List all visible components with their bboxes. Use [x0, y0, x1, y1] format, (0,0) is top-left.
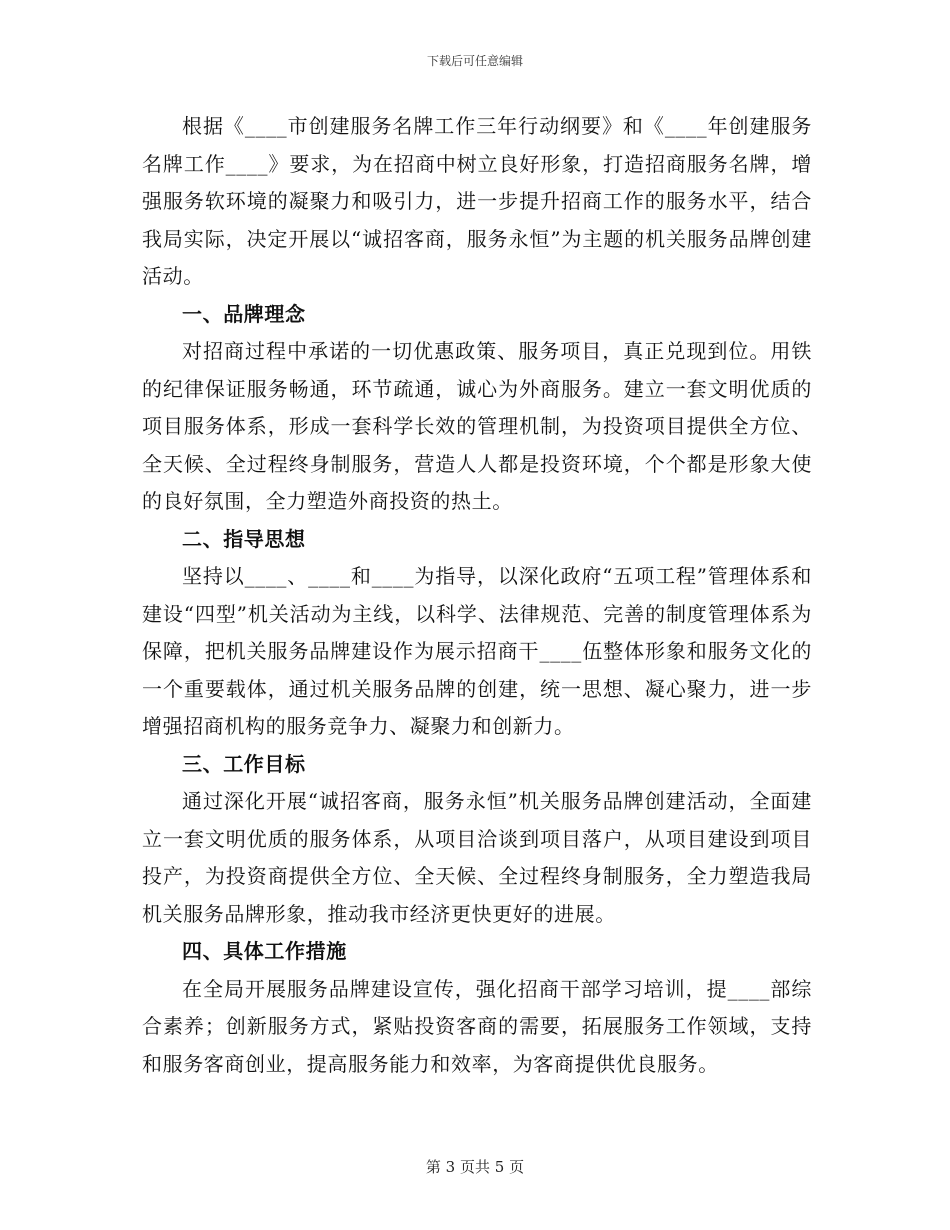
section-body-specific-measures: 在全局开展服务品牌建设宣传，强化招商干部学习培训，提____部综合素养；创新服务方式，紧贴投资客商的需要，拓展服务工作领域，支持和服务客商创业，提高服务能力和效率，为客商提供优良服务。 — [142, 976, 812, 1076]
section-body-brand-concept: 对招商过程中承诺的一切优惠政策、服务项目，真正兑现到位。用铁的纪律保证服务畅通，环节疏通，诚心为外商服务。建立一套文明优质的项目服务体系，形成一套科学长效的管理机制，为投资项目提供全方位、全天候、全过程终身制服务，营造人人都是投资环境，个个都是形象大使的良好氛围，全力塑造外商投资的热土。 — [142, 339, 812, 513]
section-heading-brand-concept: 一、品牌理念 — [182, 301, 306, 326]
page-header: 下载后可任意编辑 — [426, 54, 523, 68]
section-body-work-goals: 通过深化开展“诚招客商，服务永恒”机关服务品牌创建活动，全面建立一套文明优质的服务体系，从项目洽谈到项目落户，从项目建设到项目投产，为投资商提供全方位、全天候、全过程终身制服务，全力塑造我局机关服务品牌形象，推动我市经济更快更好的进展。 — [142, 789, 812, 926]
section-body-guiding-ideology: 坚持以____、____和____为指导，以深化政府“五项工程”管理体系和建设“四型”机关活动为主线，以科学、法律规范、完善的制度管理体系为保障，把机关服务品牌建设作为展示招商干____伍整体形象和服务文化的一个重要载体，通过机关服务品牌的创建，统一思想、凝心聚力，进一步增强招商机构的服务竞争力、凝聚力和创新力。 — [142, 564, 812, 738]
section-heading-work-goals: 三、工作目标 — [182, 751, 306, 776]
intro-paragraph: 根据《____市创建服务名牌工作三年行动纲要》和《____年创建服务名牌工作____》要求，为在招商中树立良好形象，打造招商服务名牌，增强服务软环境的凝聚力和吸引力，进一步提升招商工作的服务水平，结合我局实际，决定开展以“诚招客商，服务永恒”为主题的机关服务品牌创建活动。 — [142, 114, 812, 288]
document-body — [142, 108, 812, 1083]
section-heading-guiding-ideology: 二、指导思想 — [182, 526, 306, 551]
section-heading-specific-measures: 四、具体工作措施 — [182, 939, 347, 963]
page-number-footer: 第 3 页共 5 页 — [425, 1158, 525, 1176]
